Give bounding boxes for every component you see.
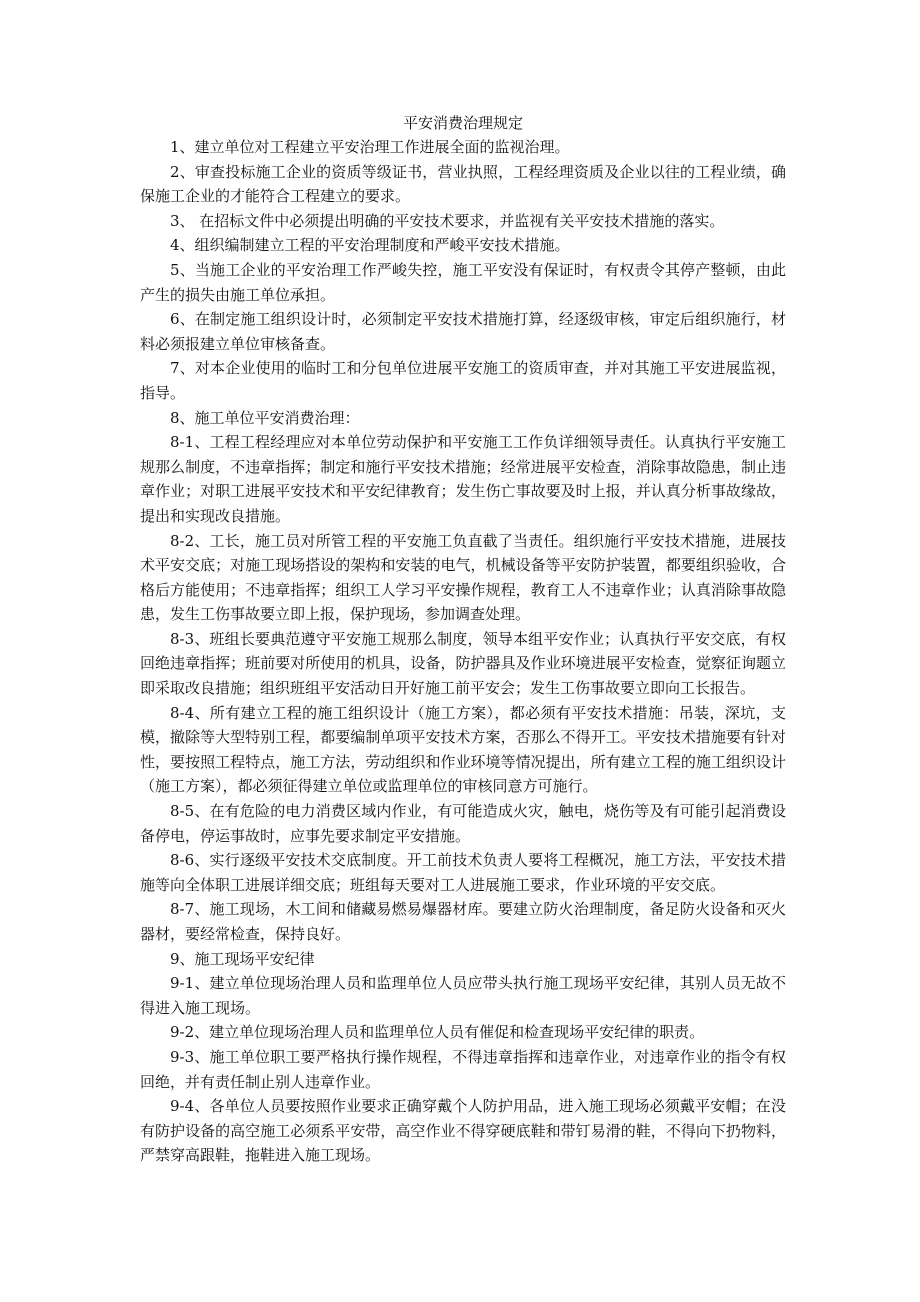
paragraph-8-1: 8-1、工程工程经理应对本单位劳动保护和平安施工工作负详细领导责任。认真执行平安施工规那么制度，不违章指挥；制定和施行平安技术措施；经常进展平安检查，消除事故隐患，制止违章作业；对职工进展平安技术和平安纪律教育；发生伤亡事故要及时上报，并认真分析事故缘故，提出和实现改良措施。 [140, 433, 786, 525]
paragraph-8-4: 8-4、所有建立工程的施工组织设计（施工方案），都必须有平安技术措施：吊装，深坑，支模，撤除等大型特别工程，都要编制单项平安技术方案，否那么不得开工。平安技术措施要有针对性，要按照工程特点，施工方法，劳动组织和作业环境等情况提出，所有建立工程的施工组织设计（施工方案），都必须征得建立单位或监理单位的审核同意方可施行。 [140, 703, 786, 796]
paragraph-8-5: 8-5、在有危险的电力消费区域内作业，有可能造成火灾，触电，烧伤等及有可能引起消费设备停电，停运事故时，应事先要求制定平安措施。 [140, 802, 786, 845]
paragraph-2: 2、审查投标施工企业的资质等级证书，营业执照，工程经理资质及企业以往的工程业绩，确保施工企业的才能符合工程建立的要求。 [140, 162, 786, 206]
paragraph-3: 3、 在招标文件中必须提出明确的平安技术要求，并监视有关平安技术措施的落实。 [170, 211, 725, 230]
document-body [140, 111, 786, 1168]
paragraph-9-4: 9-4、各单位人员要按照作业要求正确穿戴个人防护用品，进入施工现场必须戴平安帽；在没有防护设备的高空施工必须系平安带，高空作业不得穿硬底鞋和带钉易滑的鞋，不得向下扔物料，严禁穿高跟鞋，拖鞋进入施工现场。 [140, 1097, 786, 1165]
paragraph-9-2: 9-2、建立单位现场治理人员和监理单位人员有催促和检查现场平安纪律的职责。 [170, 1023, 705, 1042]
paragraph-8-2: 8-2、工长，施工员对所管工程的平安施工负直截了当责任。组织施行平安技术措施，进展技术平安交底；对施工现场搭设的架构和安装的电气，机械设备等平安防护装置，都要组织验收，合格后方能使用；不违章指挥；组织工人学习平安操作规程，教育工人不违章作业；认真消除事故隐患，发生工伤事故要立即上报，保护现场，参加调查处理。 [140, 531, 786, 624]
document-title: 平安消费治理规定 [402, 114, 523, 132]
paragraph-1: 1、建立单位对工程建立平安治理工作进展全面的监视治理。 [170, 138, 570, 156]
paragraph-9: 9、施工现场平安纪律 [170, 949, 315, 968]
paragraph-8-3: 8-3、班组长要典范遵守平安施工规那么制度，领导本组平安作业；认真执行平安交底，有权回绝违章指挥；班前要对所使用的机具，设备，防护器具及作业环境进展平安检查，觉察征询题立即采取改良措施；组织班组平安活动日开好施工前平安会；发生工伤事故要立即向工长报告。 [140, 629, 786, 698]
paragraph-8-6: 8-6、实行逐级平安技术交底制度。开工前技术负责人要将工程概况，施工方法，平安技术措施等向全体职工进展详细交底；班组每天要对工人进展施工要求，作业环境的平安交底。 [140, 851, 786, 894]
paragraph-6: 6、在制定施工组织设计时，必须制定平安技术措施打算，经逐级审核，审定后组织施行，材料必须报建立单位审核备查。 [140, 310, 786, 353]
paragraph-4: 4、组织编制建立工程的平安治理制度和严峻平安技术措施。 [170, 236, 570, 255]
paragraph-7: 7、对本企业使用的临时工和分包单位进展平安施工的资质审查，并对其施工平安进展监视，指导。 [140, 359, 786, 402]
paragraph-8: 8、施工单位平安消费治理： [170, 408, 360, 427]
paragraph-5: 5、当施工企业的平安治理工作严峻失控，施工平安没有保证时，有权责令其停产整顿，由此产生的损失由施工单位承担。 [140, 260, 786, 304]
paragraph-9-1: 9-1、建立单位现场治理人员和监理单位人员应带头执行施工现场平安纪律，其别人员无故不得进入施工现场。 [140, 974, 786, 1017]
paragraph-8-7: 8-7、施工现场，木工间和储藏易燃易爆器材库。要建立防火治理制度，备足防火设备和灭火器材，要经常检查，保持良好。 [140, 900, 786, 943]
paragraph-9-3: 9-3、施工单位职工要严格执行操作规程，不得违章指挥和违章作业，对违章作业的指令有权回绝，并有责任制止别人违章作业。 [140, 1047, 786, 1091]
